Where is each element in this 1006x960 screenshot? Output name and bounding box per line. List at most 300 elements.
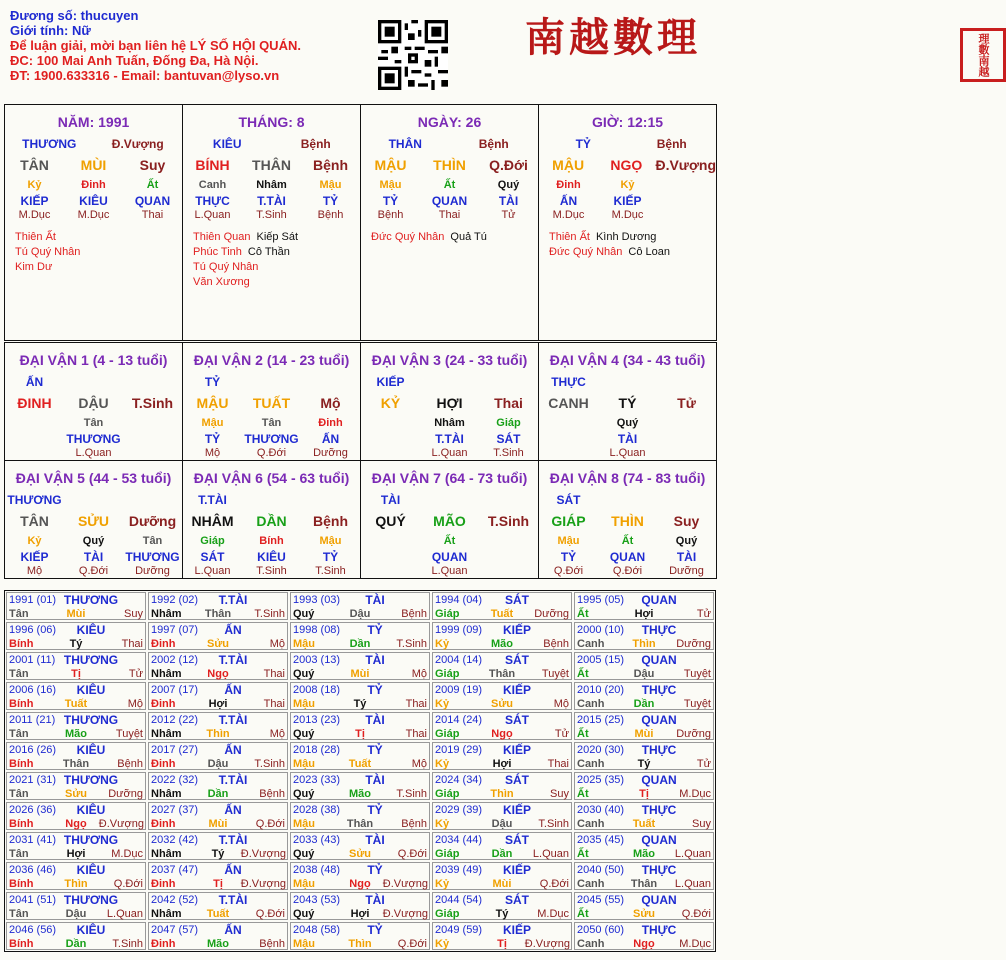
dv-hidden-stages — [539, 447, 598, 459]
dai-van-6 — [182, 460, 361, 579]
year-cell — [432, 772, 572, 800]
year-can: Quý — [293, 848, 315, 860]
dv-chi: MÃO — [433, 513, 466, 529]
year-chi: Ngọ — [65, 818, 87, 830]
year-can: Canh — [577, 638, 605, 650]
year-can: Đinh — [151, 698, 176, 710]
hidden-stem: Kỷ — [27, 179, 42, 191]
year-stage: Tuyệt — [683, 668, 711, 680]
year-cell — [6, 592, 146, 620]
year-canchi-row — [577, 878, 711, 891]
year-cell — [290, 742, 430, 770]
star-right: Cô Loan — [628, 246, 670, 258]
year-can: Giáp — [435, 848, 460, 860]
year-chi: Tý — [637, 758, 651, 770]
year-god: TÀI — [365, 773, 385, 787]
year-canchi-row — [9, 698, 143, 711]
year-stage: Bệnh — [259, 788, 285, 800]
year-canchi-row — [435, 818, 569, 831]
year-god: SÁT — [505, 593, 529, 607]
pillar-stars — [549, 230, 670, 260]
year-stage: Q.Đới — [255, 818, 285, 830]
dv-hidden: Mậu — [319, 535, 342, 547]
year-god: SÁT — [505, 893, 529, 907]
dv-hidden_gods-row — [539, 432, 716, 446]
year-stage: Q.Đới — [539, 878, 569, 890]
dv-hidden-gods: THƯƠNG — [244, 432, 299, 446]
year-stage: T.Sinh — [396, 788, 427, 800]
dv-hidden-gods: THƯƠNG — [66, 432, 121, 446]
pillar-stars — [193, 230, 298, 290]
dv-canchi-row — [5, 395, 182, 411]
hidden-stage: L.Quan — [194, 209, 231, 221]
year-god: ẤN — [224, 683, 242, 697]
year-label: 1996 (06) — [9, 624, 57, 636]
year-label: 2005 (15) — [577, 654, 625, 666]
pillar-stage-top: Bệnh — [656, 137, 687, 151]
dai-van-title: ĐẠI VẬN 5 (44 - 53 tuổi) — [15, 470, 172, 486]
dv-hidden-row — [5, 535, 182, 547]
dv-hidden-stages: Q.Đới — [612, 565, 643, 577]
dv-spacer — [657, 493, 716, 507]
pillar-2 — [182, 104, 361, 341]
dv-chi: DẦN — [256, 513, 287, 529]
dv-stage: Tử — [677, 395, 696, 411]
dv-hidden: Kỷ — [27, 535, 42, 547]
year-can: Tân — [9, 728, 29, 740]
dv-hidden-stages — [361, 565, 420, 577]
year-chi: Thân — [62, 758, 90, 770]
year-label: 1999 (09) — [435, 624, 483, 636]
hidden-stage: Thai — [438, 209, 461, 221]
pillar-stars — [15, 230, 86, 275]
dv-hidden_gods-row — [183, 432, 360, 446]
year-stage: Mộ — [269, 728, 285, 740]
year-canchi-row — [577, 818, 711, 831]
year-canchi-row — [435, 848, 569, 861]
year-cell — [148, 832, 288, 860]
year-can: Bính — [9, 938, 34, 950]
star-left: Văn Xương — [193, 276, 250, 288]
year-label: 2011 (21) — [9, 714, 56, 726]
dai-van-2 — [182, 342, 361, 461]
star-left: Thiên Ất — [15, 231, 56, 243]
year-god: T.TÀI — [218, 713, 248, 727]
year-canchi-row — [435, 608, 569, 621]
year-canchi-row — [151, 848, 285, 861]
year-god: SÁT — [505, 653, 529, 667]
pillar-god-row — [361, 137, 538, 151]
year-label: 2006 (16) — [9, 684, 57, 696]
pillar-chi: NGỌ — [610, 157, 643, 173]
year-canchi-row — [9, 908, 143, 921]
year-stage: L.Quan — [674, 848, 711, 860]
dv-canchi-row — [5, 513, 182, 529]
pillar-can: MẬU — [374, 157, 407, 173]
year-label: 2027 (37) — [151, 804, 199, 816]
year-can: Ất — [577, 848, 589, 860]
hidden-stage: Tử — [501, 209, 516, 221]
year-god: THỰC — [641, 683, 677, 697]
dv-chi: DẬU — [78, 395, 109, 411]
year-god: TỶ — [367, 803, 383, 817]
year-label: 2029 (39) — [435, 804, 483, 816]
year-god: QUAN — [641, 893, 677, 907]
year-canchi-row — [293, 758, 427, 771]
year-canchi-row — [151, 608, 285, 621]
pillar-chi: MÙI — [80, 157, 107, 173]
year-cell — [290, 802, 430, 830]
year-god: KIÊU — [76, 803, 106, 817]
dv-hidden_gods-row — [5, 550, 182, 564]
year-god: TỶ — [367, 623, 383, 637]
year-stage: Thai — [263, 698, 285, 710]
pillar-1 — [4, 104, 183, 341]
year-can: Đinh — [151, 758, 176, 770]
hidden-stage: M.Dục — [611, 209, 644, 221]
year-chi: Tị — [639, 788, 649, 800]
dv-stage: Mộ — [320, 395, 341, 411]
hidden-stem: Quý — [497, 179, 520, 191]
dv-hidden-gods: KIÊU — [257, 550, 286, 564]
year-cell — [6, 832, 146, 860]
pillar-can: BÍNH — [195, 157, 230, 173]
year-chi: Dậu — [633, 668, 655, 680]
year-cell — [148, 772, 288, 800]
year-cell — [148, 922, 288, 950]
dv-hidden-stages — [479, 565, 538, 577]
year-cell — [148, 892, 288, 920]
year-can: Tân — [9, 908, 29, 920]
year-cell — [432, 922, 572, 950]
dv-hidden-stages — [361, 447, 420, 459]
year-label: 2050 (60) — [577, 924, 625, 936]
year-label: 2013 (23) — [293, 714, 341, 726]
year-canchi-row — [577, 758, 711, 771]
pillar-4 — [538, 104, 717, 341]
year-can: Tân — [9, 608, 29, 620]
year-stage: Mộ — [411, 758, 427, 770]
dv-hidden-stages: Mộ — [204, 447, 221, 459]
year-canchi-row — [9, 668, 143, 681]
star-left: Thiên Quan — [193, 231, 251, 243]
dai-van-title: ĐẠI VẬN 7 (64 - 73 tuổi) — [371, 470, 528, 486]
year-canchi-row — [151, 668, 285, 681]
year-label: 1995 (05) — [577, 594, 625, 606]
dv-god-row — [539, 375, 716, 389]
year-label: 1998 (08) — [293, 624, 341, 636]
year-cell — [6, 712, 146, 740]
dv-hidden-gods: KIẾP — [20, 550, 49, 564]
star-right: Kình Dương — [595, 231, 657, 243]
year-god: ẤN — [224, 863, 242, 877]
year-can: Nhâm — [151, 728, 182, 740]
dv-spacer — [242, 375, 301, 389]
year-canchi-row — [435, 668, 569, 681]
hidden-god: TỶ — [322, 194, 339, 208]
dv-can: QUÝ — [375, 513, 406, 529]
year-god: TỶ — [367, 743, 383, 757]
year-god: SÁT — [505, 833, 529, 847]
address: ĐC: 100 Mai Anh Tuấn, Đống Đa, Hà Nội. — [10, 53, 259, 68]
dv-god-row — [183, 375, 360, 389]
dv-spacer — [598, 375, 657, 389]
year-can: Mậu — [293, 698, 315, 710]
dv-god-row — [361, 375, 538, 389]
yearly-luck-table — [4, 590, 716, 952]
year-stage: Đ.Vượng — [524, 938, 570, 950]
star-right: Kiếp Sát — [256, 231, 299, 243]
year-label: 2041 (51) — [9, 894, 57, 906]
year-chi: Sửu — [206, 638, 230, 650]
year-chi: Mùi — [492, 878, 512, 890]
year-cell — [6, 922, 146, 950]
year-can: Đinh — [151, 938, 176, 950]
year-cell — [432, 862, 572, 890]
year-canchi-row — [9, 638, 143, 651]
pillar-stage: Bệnh — [313, 157, 348, 173]
year-cell — [6, 742, 146, 770]
year-god: T.TÀI — [218, 893, 248, 907]
dv-hidden-stages: Dưỡng — [313, 447, 348, 459]
year-chi: Mão — [491, 638, 513, 650]
year-canchi-row — [151, 698, 285, 711]
dai-van-4 — [538, 342, 717, 461]
dv-hidden-row — [183, 535, 360, 547]
year-canchi-row — [435, 908, 569, 921]
year-chi: Tị — [71, 668, 81, 680]
dv-hidden-row — [183, 417, 360, 429]
hidden-stem: Đinh — [556, 179, 581, 191]
year-cell — [432, 682, 572, 710]
year-god: TÀI — [365, 893, 385, 907]
dv-hidden-gods — [5, 432, 64, 446]
year-stage: Tuyệt — [541, 668, 569, 680]
year-god: ẤN — [224, 743, 242, 757]
star-line — [15, 245, 86, 260]
pillar-stage-top: Bệnh — [300, 137, 331, 151]
star-left: Đức Quý Nhân — [549, 246, 623, 258]
year-cell — [6, 892, 146, 920]
dv-spacer — [657, 375, 716, 389]
dv-hidden-gods: SÁT — [496, 432, 521, 446]
dv-hidden-row — [361, 535, 538, 547]
dv-hidden — [123, 417, 182, 429]
dv-spacer — [123, 375, 182, 389]
pillar-hidden-row — [183, 179, 360, 191]
year-canchi-row — [9, 758, 143, 771]
star-line — [549, 245, 670, 260]
dv-can: ĐINH — [17, 395, 52, 411]
dv-hidden: Ất — [621, 535, 634, 547]
dv-god-row — [361, 493, 538, 507]
dv-hidden_stages-row — [183, 565, 360, 577]
gender: Giới tính: Nữ — [10, 23, 91, 38]
year-can: Ất — [577, 788, 589, 800]
year-label: 2020 (30) — [577, 744, 625, 756]
star-line — [15, 260, 86, 275]
year-canchi-row — [293, 848, 427, 861]
year-can: Mậu — [293, 818, 315, 830]
year-label: 1997 (07) — [151, 624, 199, 636]
year-stage: Q.Đới — [255, 908, 285, 920]
year-canchi-row — [435, 878, 569, 891]
year-canchi-row — [435, 698, 569, 711]
dv-hidden-stages: Dưỡng — [135, 565, 170, 577]
year-chi: Tuất — [64, 698, 88, 710]
year-canchi-row — [293, 908, 427, 921]
dv-hidden_stages-row — [5, 565, 182, 577]
pillar-title: GIỜ: 12:15 — [591, 114, 664, 130]
year-can: Đinh — [151, 878, 176, 890]
dv-hidden-row — [361, 417, 538, 429]
year-cell — [432, 622, 572, 650]
year-god: SÁT — [505, 773, 529, 787]
year-god: T.TÀI — [218, 593, 248, 607]
year-label: 2010 (20) — [577, 684, 625, 696]
year-canchi-row — [9, 728, 143, 741]
year-can: Quý — [293, 608, 315, 620]
year-can: Quý — [293, 908, 315, 920]
year-label: 2016 (26) — [9, 744, 57, 756]
dv-chi: TÝ — [618, 395, 637, 411]
year-can: Kỷ — [435, 878, 450, 890]
year-stage: Thai — [263, 668, 285, 680]
year-can: Kỷ — [435, 698, 450, 710]
dv-hidden — [5, 417, 64, 429]
dv-hidden-stages — [657, 447, 716, 459]
year-label: 2040 (50) — [577, 864, 625, 876]
pillar-title: NGÀY: 26 — [417, 114, 482, 130]
dai-van-title: ĐẠI VẬN 8 (74 - 83 tuổi) — [549, 470, 706, 486]
year-label: 2022 (32) — [151, 774, 199, 786]
dv-hidden_gods-row — [361, 432, 538, 446]
year-canchi-row — [151, 938, 285, 951]
year-label: 2031 (41) — [9, 834, 57, 846]
pillar-hidden-row — [361, 179, 538, 191]
dv-hidden-stages: Q.Đới — [553, 565, 584, 577]
year-can: Quý — [293, 668, 315, 680]
dv-hidden: Đinh — [318, 417, 343, 429]
year-chi: Hợi — [492, 758, 512, 770]
dv-can: GIÁP — [551, 513, 586, 529]
dv-hidden_gods-row — [361, 550, 538, 564]
year-cell — [574, 862, 714, 890]
year-label: 2042 (52) — [151, 894, 199, 906]
year-stage: Đ.Vượng — [382, 878, 428, 890]
year-label: 2024 (34) — [435, 774, 483, 786]
year-canchi-row — [151, 758, 285, 771]
year-can: Canh — [577, 938, 605, 950]
year-god: ẤN — [224, 623, 242, 637]
dv-hidden-gods: QUAN — [431, 550, 468, 564]
year-chi: Thân — [346, 818, 374, 830]
year-chi: Dần — [207, 788, 229, 800]
dv-hidden: Mậu — [557, 535, 580, 547]
year-can: Đinh — [151, 818, 176, 830]
year-chi: Mão — [65, 728, 87, 740]
dv-hidden-stages: L.Quan — [194, 565, 231, 577]
pillar-can: TÂN — [20, 157, 49, 173]
dv-hidden-gods: ẤN — [321, 432, 340, 446]
year-god: TÀI — [365, 833, 385, 847]
star-line — [15, 230, 86, 245]
year-stage: Đ.Vượng — [240, 848, 286, 860]
year-chi: Thân — [630, 878, 658, 890]
year-cell — [432, 832, 572, 860]
year-cell — [6, 862, 146, 890]
dv-hidden-gods: TỶ — [204, 432, 221, 446]
star-right: Quả Tú — [450, 231, 487, 243]
dv-hidden-row — [539, 535, 716, 547]
year-cell — [432, 892, 572, 920]
year-cell — [574, 892, 714, 920]
year-label: 2017 (27) — [151, 744, 199, 756]
year-stage: M.Dục — [679, 938, 711, 950]
qr-code-icon[interactable] — [378, 20, 448, 90]
year-can: Mậu — [293, 878, 315, 890]
dv-chi: TUẤT — [252, 395, 291, 411]
dv-hidden-row — [5, 417, 182, 429]
pillar-god-row — [5, 137, 182, 151]
year-can: Nhâm — [151, 788, 182, 800]
dai-van-title: ĐẠI VẬN 2 (14 - 23 tuổi) — [193, 352, 350, 368]
hidden-god: ẤN — [559, 194, 578, 208]
hidden-stage: M.Dục — [18, 209, 51, 221]
dv-god-row — [183, 493, 360, 507]
year-label: 2043 (53) — [293, 894, 341, 906]
year-cell — [574, 742, 714, 770]
year-chi: Ngọ — [491, 728, 513, 740]
dv-god-row — [539, 493, 716, 507]
year-label: 1991 (01) — [9, 594, 57, 606]
year-stage: Tử — [696, 608, 711, 620]
year-stage: Dưỡng — [676, 638, 711, 650]
year-can: Canh — [577, 698, 605, 710]
year-label: 2039 (49) — [435, 864, 483, 876]
year-can: Canh — [577, 818, 605, 830]
dv-hidden: Tân — [83, 417, 104, 429]
year-god: THỰC — [641, 743, 677, 757]
year-chi: Tuất — [490, 608, 514, 620]
year-label: 2045 (55) — [577, 894, 625, 906]
year-cell — [574, 832, 714, 860]
year-label: 2033 (43) — [293, 834, 341, 846]
year-canchi-row — [9, 608, 143, 621]
dv-god-row — [5, 493, 182, 507]
year-chi: Dậu — [207, 758, 229, 770]
year-cell — [574, 652, 714, 680]
pillar-god-row — [183, 137, 360, 151]
dv-hidden_stages-row — [361, 447, 538, 459]
year-god: THƯƠNG — [63, 833, 119, 847]
year-chi: Hợi — [66, 848, 86, 860]
year-stage: Tuyệt — [115, 728, 143, 740]
dv-god: T.TÀI — [198, 493, 227, 507]
year-stage: Bệnh — [401, 818, 427, 830]
year-chi: Thìn — [632, 638, 656, 650]
year-chi: Mùi — [66, 608, 86, 620]
dv-spacer — [420, 375, 479, 389]
pillar-stage-top: Đ.Vượng — [111, 137, 164, 151]
dv-god: TÀI — [380, 493, 401, 507]
hidden-stem: Canh — [198, 179, 227, 191]
year-canchi-row — [293, 638, 427, 651]
star-line — [193, 275, 298, 290]
year-god: T.TÀI — [218, 773, 248, 787]
year-stage: L.Quan — [532, 848, 569, 860]
hidden-stem: Nhâm — [256, 179, 287, 191]
